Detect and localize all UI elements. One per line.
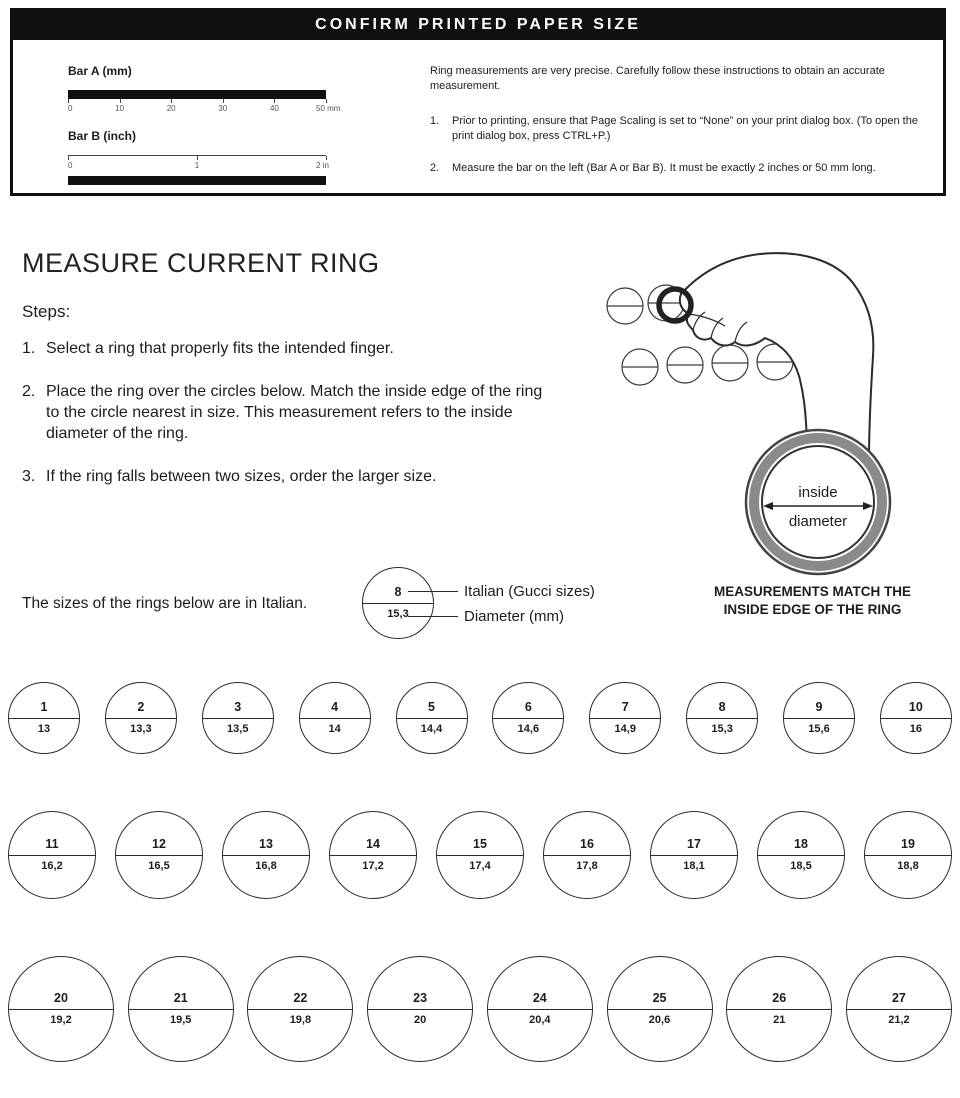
ring-size-circle xyxy=(8,682,80,754)
bar-a-calibration-bar xyxy=(68,90,326,99)
ring-diameter-value: 20 xyxy=(413,1014,427,1026)
ring-size-circle xyxy=(864,811,952,899)
ring-size-number: 17 xyxy=(687,837,701,851)
ruler-tick xyxy=(274,99,275,103)
ring-diameter-value: 16 xyxy=(909,723,922,735)
ring-diameter-value: 19,5 xyxy=(169,1014,192,1026)
ring-divider-line xyxy=(9,718,79,719)
ring-size-number: 10 xyxy=(908,700,923,714)
ring-size-number: 27 xyxy=(891,991,906,1005)
ring-diameter-value: 19,2 xyxy=(50,1014,72,1026)
ring-size-number: 19 xyxy=(901,837,915,851)
ring-size-circle xyxy=(880,682,952,754)
ruler-tick-label: 50 mm xyxy=(316,104,341,113)
ring-diameter-value: 20,4 xyxy=(529,1014,551,1026)
ring-divider-line xyxy=(727,1009,831,1010)
ruler-tick xyxy=(171,99,172,103)
ruler-tick-label: 0 xyxy=(68,104,73,113)
ring-size-number: 16 xyxy=(580,837,594,851)
ring-size-row xyxy=(8,811,952,899)
bar-b-ruler xyxy=(68,155,329,173)
step-text: Place the ring over the circles below. Match the inside edge of the ring to the circle nearest in size. This measurement refers to the inside diameter of the ring. xyxy=(46,383,543,443)
ring-divider-line xyxy=(784,718,854,719)
ruler-tick-label: 40 xyxy=(269,104,279,113)
ring-size-circle xyxy=(222,811,310,899)
print-instructions xyxy=(378,40,943,193)
ring-size-number: 11 xyxy=(45,837,59,851)
ring-size-number: 3 xyxy=(234,700,242,714)
ring-size-number: 15 xyxy=(473,837,487,851)
ring-diameter-value: 13,3 xyxy=(130,723,152,735)
ring-size-circle xyxy=(329,811,417,899)
ring-divider-line xyxy=(203,718,273,719)
ruler-tick-label: 20 xyxy=(166,104,176,113)
measure-section-title: MEASURE CURRENT RING xyxy=(22,248,380,278)
measurements-note: MEASUREMENTS MATCH THE INSIDE EDGE OF THE RING xyxy=(714,584,911,617)
ring-size-number: 23 xyxy=(413,991,428,1005)
ring-size-number: 18 xyxy=(794,837,808,851)
print-instruction-item xyxy=(430,114,921,144)
bar-a-label: Bar A (mm) xyxy=(68,64,132,78)
ring-size-circle xyxy=(757,811,845,899)
confirm-box-content xyxy=(13,40,943,193)
bar-b-label: Bar B (inch) xyxy=(68,129,137,143)
ring-diameter-value: 21,2 xyxy=(888,1014,910,1026)
step-item xyxy=(22,466,567,487)
callout-line-size xyxy=(408,591,458,592)
ring-size-circle xyxy=(8,956,114,1062)
ring-divider-line xyxy=(493,718,563,719)
ring-size-circle xyxy=(115,811,203,899)
ring-divider-line xyxy=(363,603,433,604)
ring-diameter-value: 14 xyxy=(328,723,341,735)
ring-divider-line xyxy=(865,855,951,856)
ring-size-circle xyxy=(650,811,738,899)
ring-divider-line xyxy=(330,855,416,856)
ring-diameter-value: 18,5 xyxy=(790,860,812,872)
ring-divider-line xyxy=(116,855,202,856)
ring-size-circle xyxy=(367,956,473,1062)
step-item xyxy=(22,381,567,444)
ring-size-circle xyxy=(396,682,468,754)
ring-diameter-value: 20,6 xyxy=(648,1014,671,1026)
ring-divider-line xyxy=(9,1009,113,1010)
step-text: If the ring falls between two sizes, order the larger size. xyxy=(46,468,437,486)
ring-size-number: 5 xyxy=(428,700,435,714)
ring-size-circle xyxy=(543,811,631,899)
confirm-paper-size-box xyxy=(10,8,946,196)
step-item xyxy=(22,338,567,359)
ring-size-number: 12 xyxy=(152,837,166,851)
ring-divider-line xyxy=(9,855,95,856)
legend-sample-circle xyxy=(362,567,434,639)
ring-size-number: 24 xyxy=(532,991,547,1005)
diameter-label: diameter xyxy=(788,513,848,530)
instruction-text: Measure the bar on the left (Bar A or Bar B). It must be exactly 2 inches or 50 mm long. xyxy=(452,162,876,175)
steps-heading: Steps: xyxy=(22,302,71,321)
ring-size-chart xyxy=(8,682,952,1062)
ring-size-row xyxy=(8,956,952,1062)
ruler-tick xyxy=(223,99,224,103)
ring-diameter-value: 18,8 xyxy=(897,860,919,872)
ruler-tick xyxy=(120,99,121,103)
ruler-tick xyxy=(68,99,69,103)
print-instruction-item xyxy=(430,161,921,176)
ring-size-circle xyxy=(607,956,713,1062)
ring-size-number: 4 xyxy=(331,700,339,714)
ring-divider-line xyxy=(544,855,630,856)
ruler-tick-label: 1 xyxy=(194,161,200,170)
ruler-tick-label: 10 xyxy=(115,104,125,113)
ring-divider-line xyxy=(248,1009,352,1010)
ring-size-number: 21 xyxy=(173,991,188,1005)
legend-text: The sizes of the rings below are in Italian. xyxy=(22,595,308,612)
ring-divider-line xyxy=(758,855,844,856)
ring-diameter-value: 14,4 xyxy=(420,723,443,735)
ring-size-circle xyxy=(128,956,234,1062)
ring-size-number: 13 xyxy=(259,837,273,851)
step-number: 2. xyxy=(22,383,36,401)
ring-divider-line xyxy=(847,1009,951,1010)
calibration-bars xyxy=(13,40,378,193)
ring-diameter-value: 21 xyxy=(773,1014,786,1026)
ring-size-circle xyxy=(492,682,564,754)
legend-size-label: Italian (Gucci sizes) xyxy=(464,583,595,600)
ruler-tick xyxy=(326,156,327,160)
ring-diameter-value: 17,4 xyxy=(469,860,491,872)
ring-size-number: 1 xyxy=(40,700,48,714)
bar-b-calibration-bar xyxy=(68,176,326,185)
ring-size-number: 9 xyxy=(815,700,823,714)
ring-size-row xyxy=(8,682,952,754)
ring-diameter-value: 17,8 xyxy=(576,860,598,872)
bar-a-ruler xyxy=(68,99,341,119)
ring-size-number: 14 xyxy=(366,837,380,851)
ring-diameter-value: 14,9 xyxy=(614,723,636,735)
steps-list xyxy=(22,338,567,510)
ring-size-circle xyxy=(247,956,353,1062)
ring-diameter-value: 16,8 xyxy=(255,860,277,872)
legend-diameter-label: Diameter (mm) xyxy=(464,608,564,625)
ring-size-number: 26 xyxy=(772,991,787,1005)
ruler-tick-label: 30 xyxy=(218,104,228,113)
instruction-text: Prior to printing, ensure that Page Scaling is set to “None” on your print dialog box. (To open the print dialog box, press CTRL+P.) xyxy=(452,114,918,142)
ring-size-number: 2 xyxy=(137,700,145,714)
ring-diameter-value: 18,1 xyxy=(683,860,705,872)
ring-size-number: 6 xyxy=(524,700,532,714)
ring-diameter-value: 13,5 xyxy=(227,723,249,735)
ring-diameter-value: 13 xyxy=(37,723,51,735)
ring-divider-line xyxy=(651,855,737,856)
ring-size-number: 8 xyxy=(718,700,726,714)
ring-size-number: 22 xyxy=(293,991,308,1005)
ring-size-circle xyxy=(105,682,177,754)
ring-size-circle xyxy=(8,811,96,899)
step-text: Select a ring that properly fits the intended finger. xyxy=(46,340,394,357)
instruction-number: 2. xyxy=(430,162,440,175)
ring-diameter-value: 19,8 xyxy=(289,1014,312,1026)
ring-divider-line xyxy=(687,718,757,719)
ring-size-circle xyxy=(202,682,274,754)
ring-divider-line xyxy=(368,1009,472,1010)
ring-size-circle xyxy=(299,682,371,754)
ruler-tick xyxy=(326,99,327,103)
ring-divider-line xyxy=(881,718,951,719)
instruction-number: 1. xyxy=(430,114,440,127)
ring-divider-line xyxy=(129,1009,233,1010)
ring-divider-line xyxy=(608,1009,712,1010)
ring-divider-line xyxy=(397,718,467,719)
ring-diameter-value: 17,2 xyxy=(362,860,384,872)
callout-line-diameter xyxy=(408,616,458,617)
ruler-tick-label: 0 xyxy=(68,161,73,170)
ring-size-circle xyxy=(436,811,524,899)
ring-diameter-value: 15,6 xyxy=(808,723,830,735)
ring-size-number: 25 xyxy=(652,991,667,1005)
ring-size-number: 7 xyxy=(621,700,629,714)
ring-diameter-value: 15,3 xyxy=(387,608,409,620)
print-instructions-intro: Ring measurements are very precise. Carefully follow these instructions to obtain an accurate measurement. xyxy=(430,65,885,92)
inside-label: inside xyxy=(798,484,838,501)
ring-size-number: 20 xyxy=(54,991,68,1005)
step-number: 3. xyxy=(22,468,36,486)
ring-size-circle xyxy=(726,956,832,1062)
ring-size-circle xyxy=(487,956,593,1062)
ring-diameter-value: 16,5 xyxy=(148,860,170,872)
step-number: 1. xyxy=(22,340,36,357)
ring-divider-line xyxy=(300,718,370,719)
ring-diameter-value: 14,6 xyxy=(517,723,540,735)
ring-divider-line xyxy=(106,718,176,719)
ring-divider-line xyxy=(488,1009,592,1010)
ring-size-circle xyxy=(589,682,661,754)
ring-divider-line xyxy=(590,718,660,719)
confirm-box-title: CONFIRM PRINTED PAPER SIZE xyxy=(13,11,943,40)
ring-diameter-value: 15,3 xyxy=(711,723,733,735)
inside-diameter-diagram xyxy=(740,424,896,580)
ruler-tick xyxy=(197,156,198,160)
ruler-tick xyxy=(68,156,69,160)
ring-size-circle xyxy=(686,682,758,754)
ring-divider-line xyxy=(223,855,309,856)
ring-diameter-value: 16,2 xyxy=(41,860,63,872)
ring-size-circle xyxy=(846,956,952,1062)
ruler-tick-label: 2 in xyxy=(316,161,329,170)
ring-divider-line xyxy=(437,855,523,856)
ring-size-number: 8 xyxy=(394,585,402,599)
ring-size-circle xyxy=(783,682,855,754)
